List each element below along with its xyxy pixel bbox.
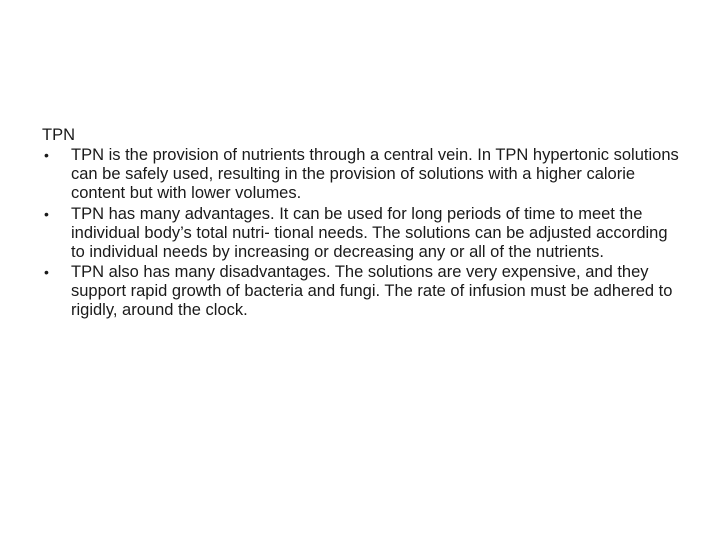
bullet-list [42,146,682,320]
bullet-text: TPN also has many disadvantages. The solutions are very expensive, and they support rapid growth of bacteria and fungi. The rate of infusion must be adhered to rigidly, around the clock. [71,263,673,319]
bullet-icon: • [44,147,49,163]
bullet-text: TPN has many advantages. It can be used for long periods of time to meet the individual body’s total nutri- tional needs. The solutions can be adjusted according to individual needs by increasing or decreasing any or all of the nutrients. [71,204,668,261]
bullet-item [42,263,682,320]
bullet-item [42,205,682,262]
bullet-item [42,146,682,203]
bullet-icon: • [44,264,49,280]
slide-heading: TPN [42,126,75,144]
slide-content [42,125,682,322]
bullet-text: TPN is the provision of nutrients through a central vein. In TPN hypertonic solutions can be safely used, resulting in the provision of solutions with a higher calorie content but with lower volumes. [71,146,679,202]
bullet-icon: • [44,205,49,222]
